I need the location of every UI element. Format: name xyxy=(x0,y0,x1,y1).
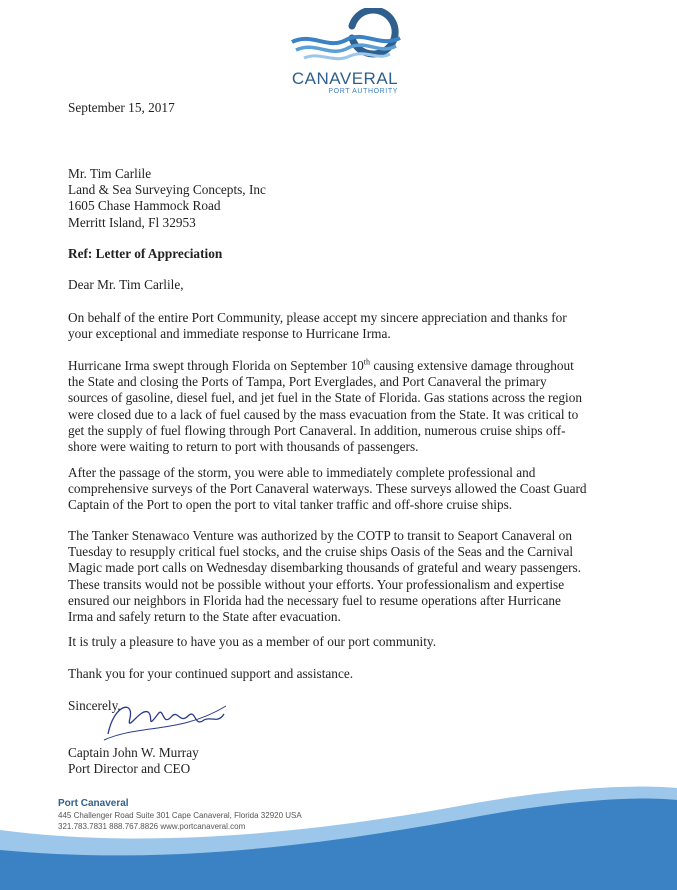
footer-address: 445 Challenger Road Suite 301 Cape Canaveral, Florida 32920 USA xyxy=(58,811,302,820)
port-logo xyxy=(286,8,404,100)
footer-contact xyxy=(58,798,302,832)
paragraph-5: It is truly a pleasure to have you as a member of our port community. xyxy=(68,634,437,649)
recipient-company: Land & Sea Surveying Concepts, Inc xyxy=(68,182,266,198)
salutation: Dear Mr. Tim Carlile, xyxy=(68,277,184,292)
paragraph-2 xyxy=(68,358,588,455)
paragraph-3: After the passage of the storm, you were able to immediately complete professional and comprehensive surveys of the Port Canaveral waterways. These surveys allowed the Coast Guard Captain of the Port to open the port to vital tanker traffic and off-shore cruise ships. xyxy=(68,465,587,513)
paragraph-4: The Tanker Stenawaco Venture was authorized by the COTP to transit to Seaport Canaveral on Tuesday to resupply critical fuel stocks, and the cruise ships Oasis of the Seas and the Carnival Magic made port calls on Wednesday disembarking thousands of grateful and weary passengers. These transits would not be possible without your efforts. Your professionalism and expertise ensured our neighbors in Florida had the necessary fuel to resume operations after Hurricane Irma and safely return to the State after evacuation. xyxy=(68,528,582,625)
recipient-city: Merritt Island, Fl 32953 xyxy=(68,214,196,230)
paragraph-6: Thank you for your continued support and assistance. xyxy=(68,666,354,681)
paragraph-2-start: Hurricane Irma swept through Florida on September 10 xyxy=(68,358,364,373)
recipient-name: Mr. Tim Carlile xyxy=(68,166,152,181)
signer-name: Captain John W. Murray xyxy=(68,745,199,760)
reference-line: Ref: Letter of Appreciation xyxy=(68,246,223,261)
wave-logo-icon xyxy=(286,8,404,70)
logo-org-name: CANAVERAL xyxy=(291,69,399,88)
ordinal-suffix: th xyxy=(363,357,371,367)
footer-contact-line: 321.783.7831 888.767.8826 www.portcanaveral.com xyxy=(58,822,246,831)
footer-org: Port Canaveral xyxy=(58,798,129,809)
logo-org-subtitle: PORT AUTHORITY xyxy=(328,88,398,95)
signer-title: Port Director and CEO xyxy=(68,761,191,776)
recipient-address xyxy=(68,166,266,231)
letter-date: September 15, 2017 xyxy=(68,100,175,115)
paragraph-2-rest: causing extensive damage throughout the State and closing the Ports of Tampa, Port Everglades, and Port Canaveral the primary sources of gasoline, diesel fuel, and jet fuel in the State of Florida. Gas stations across the region were closed due to a lack of fuel caused by the mass evacuation from the State. It was critical to get the supply of fuel flowing through Port Canaveral. In addition, numerous cruise ships off-shore were waiting to return to port with thousands of passengers. xyxy=(68,358,583,455)
recipient-street: 1605 Chase Hammock Road xyxy=(68,198,221,214)
closing: Sincerely, xyxy=(68,698,121,713)
handwritten-signature xyxy=(100,694,230,744)
paragraph-1: On behalf of the entire Port Community, please accept my sincere appreciation and thanks for your exceptional and immediate response to Hurricane Irma. xyxy=(68,310,567,342)
